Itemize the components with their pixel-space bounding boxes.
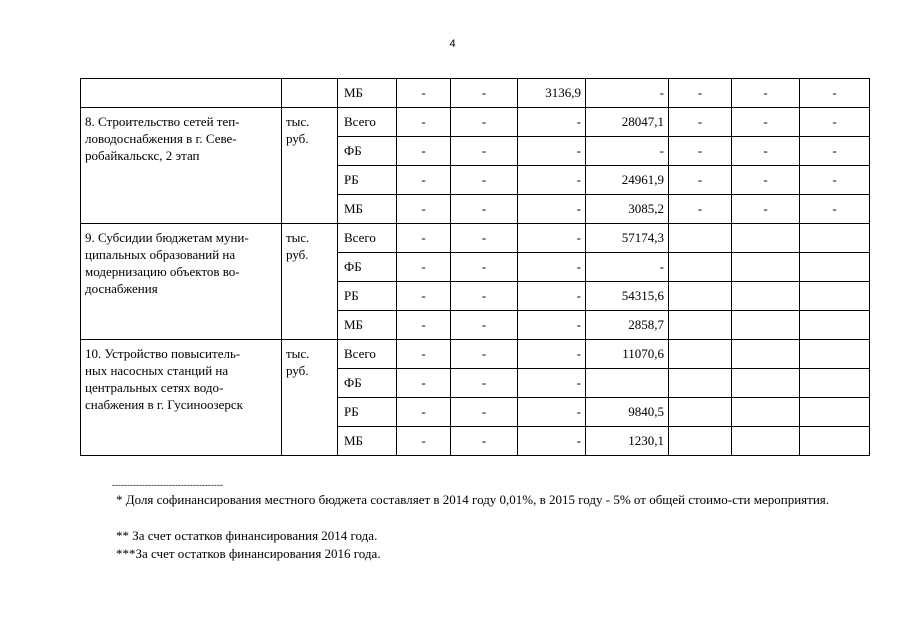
footnote-3: ***За счет остатков финансирования 2016 года. bbox=[116, 546, 381, 561]
value-cell-1: - bbox=[397, 166, 451, 195]
value-cell-5: - bbox=[669, 195, 732, 224]
value-cell-4: 11070,6 bbox=[586, 340, 669, 369]
funding-source: Всего bbox=[338, 224, 397, 253]
value-cell-6: - bbox=[732, 108, 800, 137]
funding-source: РБ bbox=[338, 282, 397, 311]
value-cell-6 bbox=[732, 398, 800, 427]
value-cell-3: - bbox=[518, 108, 586, 137]
value-cell-5 bbox=[669, 369, 732, 398]
value-cell-2: - bbox=[451, 166, 518, 195]
value-cell-5 bbox=[669, 282, 732, 311]
value-cell-3: - bbox=[518, 340, 586, 369]
value-cell-5 bbox=[669, 340, 732, 369]
measure-unit: тыс. руб. bbox=[282, 108, 338, 224]
value-cell-6 bbox=[732, 224, 800, 253]
value-cell-7: - bbox=[800, 79, 870, 108]
funding-source: МБ bbox=[338, 195, 397, 224]
value-cell-1: - bbox=[397, 282, 451, 311]
value-cell-4: 28047,1 bbox=[586, 108, 669, 137]
value-cell-7 bbox=[800, 369, 870, 398]
value-cell-3: - bbox=[518, 427, 586, 456]
value-cell-7: - bbox=[800, 108, 870, 137]
value-cell-6 bbox=[732, 282, 800, 311]
value-cell-2: - bbox=[451, 195, 518, 224]
measure-unit: тыс. руб. bbox=[282, 340, 338, 456]
value-cell-4: - bbox=[586, 253, 669, 282]
value-cell-3: 3136,9 bbox=[518, 79, 586, 108]
value-cell-1: - bbox=[397, 427, 451, 456]
value-cell-3: - bbox=[518, 253, 586, 282]
value-cell-5 bbox=[669, 253, 732, 282]
funding-source: МБ bbox=[338, 79, 397, 108]
value-cell-5: - bbox=[669, 166, 732, 195]
value-cell-5 bbox=[669, 427, 732, 456]
value-cell-7: - bbox=[800, 137, 870, 166]
value-cell-3: - bbox=[518, 398, 586, 427]
funding-source: МБ bbox=[338, 427, 397, 456]
footnote-separator: ------------------------------------- bbox=[112, 480, 223, 490]
value-cell-3: - bbox=[518, 282, 586, 311]
funding-source: ФБ bbox=[338, 369, 397, 398]
footnote-1: * Доля софинансирования местного бюджета составляет в 2014 году 0,01%, в 2015 году - 5% от общей стоимо-сти мероприятия. bbox=[116, 492, 830, 507]
value-cell-2: - bbox=[451, 427, 518, 456]
value-cell-5 bbox=[669, 311, 732, 340]
value-cell-2: - bbox=[451, 398, 518, 427]
funding-source: ФБ bbox=[338, 253, 397, 282]
value-cell-7: - bbox=[800, 195, 870, 224]
measure-name bbox=[81, 79, 282, 108]
value-cell-1: - bbox=[397, 369, 451, 398]
funding-source: РБ bbox=[338, 398, 397, 427]
value-cell-4 bbox=[586, 369, 669, 398]
value-cell-6 bbox=[732, 427, 800, 456]
value-cell-3: - bbox=[518, 224, 586, 253]
funding-source: Всего bbox=[338, 108, 397, 137]
value-cell-7 bbox=[800, 398, 870, 427]
value-cell-2: - bbox=[451, 79, 518, 108]
value-cell-1: - bbox=[397, 224, 451, 253]
value-cell-3: - bbox=[518, 369, 586, 398]
value-cell-4: - bbox=[586, 79, 669, 108]
value-cell-2: - bbox=[451, 108, 518, 137]
value-cell-7 bbox=[800, 253, 870, 282]
measure-name: 10. Устройство повыситель- ных насосных станций на центральных сетях водо- снабжения в г. Гусиноозерск bbox=[81, 340, 282, 456]
value-cell-6: - bbox=[732, 195, 800, 224]
value-cell-5 bbox=[669, 224, 732, 253]
value-cell-4: - bbox=[586, 137, 669, 166]
value-cell-3: - bbox=[518, 166, 586, 195]
value-cell-7 bbox=[800, 282, 870, 311]
value-cell-2: - bbox=[451, 224, 518, 253]
funding-source: Всего bbox=[338, 340, 397, 369]
value-cell-4: 1230,1 bbox=[586, 427, 669, 456]
measure-unit bbox=[282, 79, 338, 108]
value-cell-1: - bbox=[397, 253, 451, 282]
value-cell-7 bbox=[800, 340, 870, 369]
measure-name: 8. Строительство сетей теп- ловодоснабжения в г. Севе- робайкальскс, 2 этап bbox=[81, 108, 282, 224]
value-cell-7: - bbox=[800, 166, 870, 195]
value-cell-1: - bbox=[397, 108, 451, 137]
value-cell-5: - bbox=[669, 79, 732, 108]
value-cell-6 bbox=[732, 340, 800, 369]
value-cell-1: - bbox=[397, 398, 451, 427]
value-cell-1: - bbox=[397, 195, 451, 224]
footnote-2: ** За счет остатков финансирования 2014 года. bbox=[116, 528, 378, 543]
table-row bbox=[81, 340, 870, 369]
value-cell-1: - bbox=[397, 340, 451, 369]
funding-source: РБ bbox=[338, 166, 397, 195]
value-cell-4: 54315,6 bbox=[586, 282, 669, 311]
value-cell-4: 2858,7 bbox=[586, 311, 669, 340]
value-cell-4: 57174,3 bbox=[586, 224, 669, 253]
value-cell-7 bbox=[800, 427, 870, 456]
value-cell-6 bbox=[732, 369, 800, 398]
table-row bbox=[81, 108, 870, 137]
value-cell-2: - bbox=[451, 311, 518, 340]
value-cell-3: - bbox=[518, 195, 586, 224]
value-cell-1: - bbox=[397, 79, 451, 108]
value-cell-2: - bbox=[451, 340, 518, 369]
page-number: 4 bbox=[449, 38, 456, 50]
value-cell-5: - bbox=[669, 137, 732, 166]
value-cell-2: - bbox=[451, 137, 518, 166]
value-cell-1: - bbox=[397, 311, 451, 340]
value-cell-6: - bbox=[732, 79, 800, 108]
value-cell-6 bbox=[732, 311, 800, 340]
value-cell-4: 3085,2 bbox=[586, 195, 669, 224]
value-cell-6: - bbox=[732, 137, 800, 166]
value-cell-5 bbox=[669, 398, 732, 427]
table-row bbox=[81, 79, 870, 108]
value-cell-6: - bbox=[732, 166, 800, 195]
value-cell-2: - bbox=[451, 253, 518, 282]
table-row bbox=[81, 224, 870, 253]
funding-source: ФБ bbox=[338, 137, 397, 166]
value-cell-3: - bbox=[518, 137, 586, 166]
value-cell-7 bbox=[800, 224, 870, 253]
value-cell-4: 24961,9 bbox=[586, 166, 669, 195]
value-cell-1: - bbox=[397, 137, 451, 166]
value-cell-6 bbox=[732, 253, 800, 282]
financing-table bbox=[80, 78, 870, 456]
value-cell-4: 9840,5 bbox=[586, 398, 669, 427]
measure-unit: тыс. руб. bbox=[282, 224, 338, 340]
value-cell-7 bbox=[800, 311, 870, 340]
funding-source: МБ bbox=[338, 311, 397, 340]
value-cell-2: - bbox=[451, 369, 518, 398]
value-cell-5: - bbox=[669, 108, 732, 137]
table-body bbox=[81, 79, 870, 456]
measure-name: 9. Субсидии бюджетам муни- ципальных образований на модернизацию объектов во- доснабжения bbox=[81, 224, 282, 340]
value-cell-2: - bbox=[451, 282, 518, 311]
value-cell-3: - bbox=[518, 311, 586, 340]
